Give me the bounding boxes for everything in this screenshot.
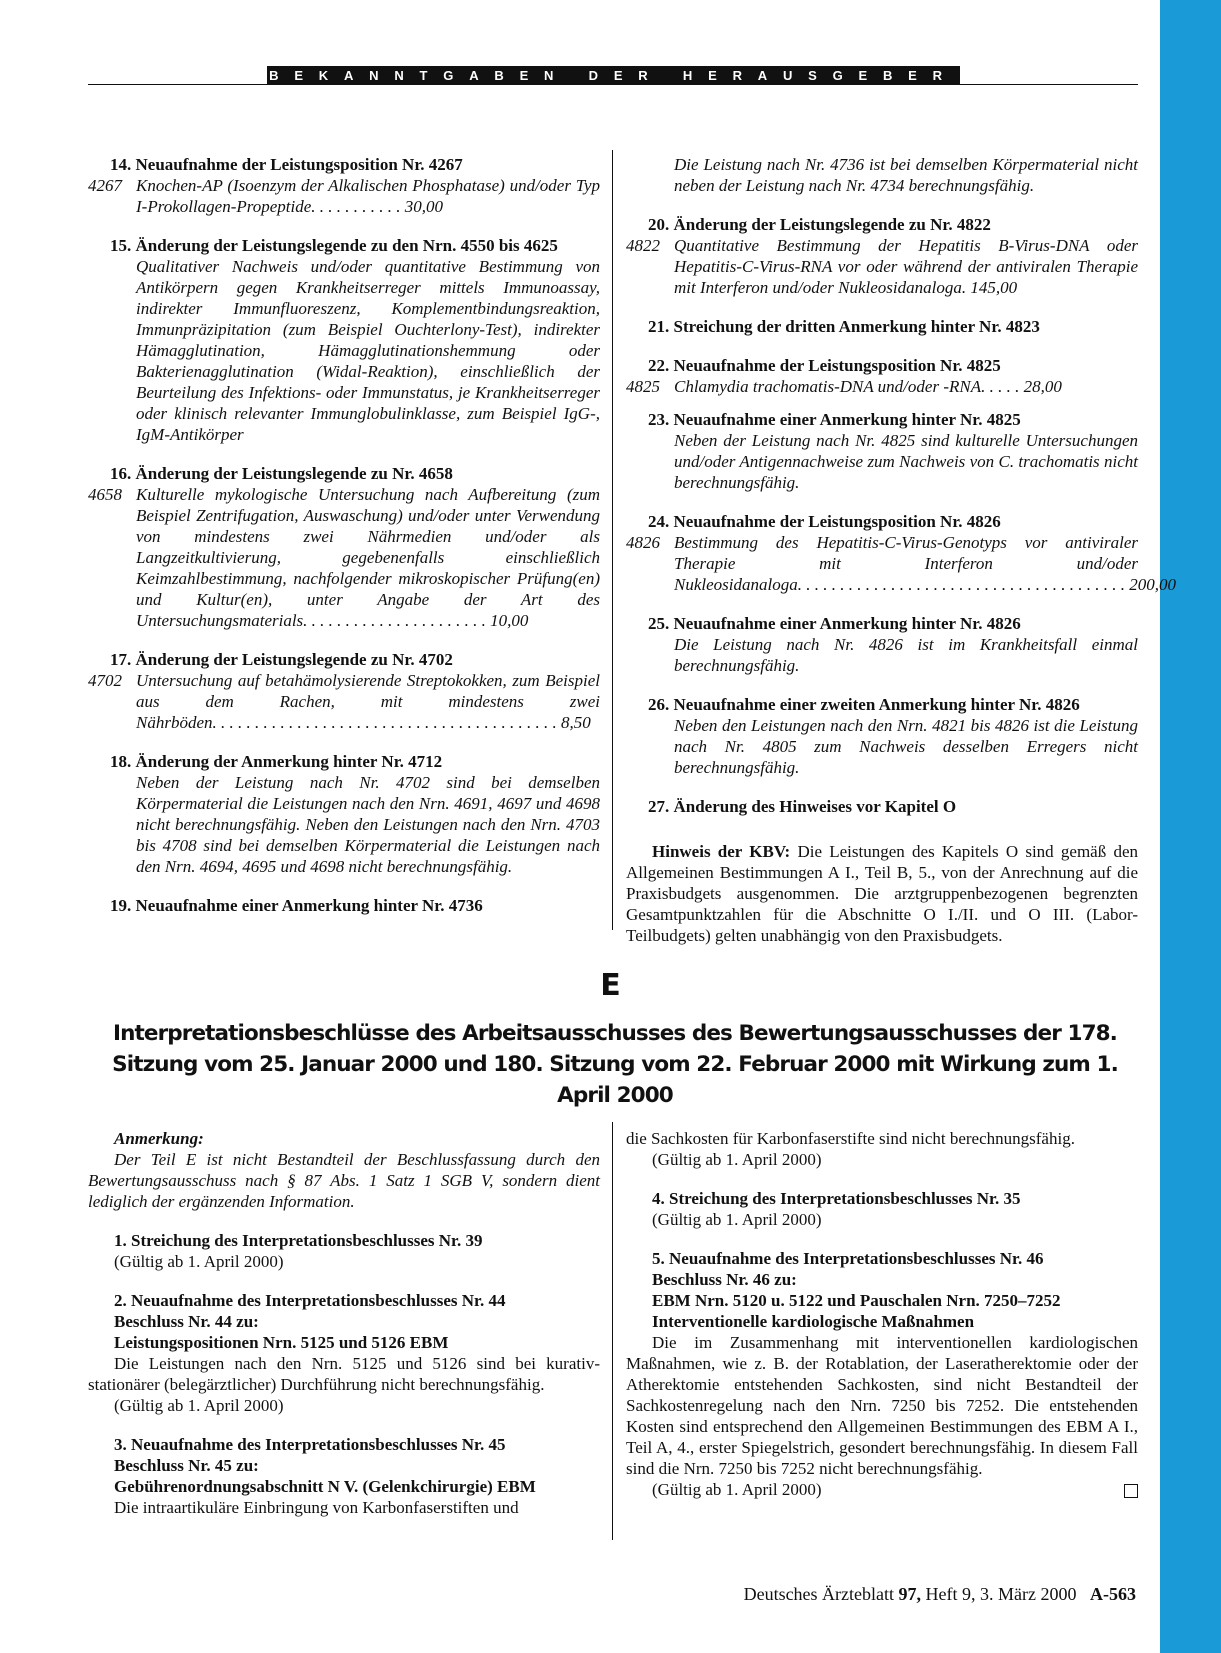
valid-from: (Gültig ab 1. April 2000) <box>652 1480 822 1499</box>
column-divider-top <box>612 150 613 930</box>
resolution-subheading: Gebührenordnungsabschnitt N V. (Gelenkchirurgie) EBM <box>114 1477 536 1496</box>
fee-text: Chlamydia trachomatis-DNA und/oder -RNA <box>674 377 982 396</box>
section-banner: BEKANNTGABEN DER HERAUSGEBER <box>267 66 960 85</box>
page-number: A-563 <box>1090 1584 1136 1604</box>
sidebar-color-bar <box>1160 0 1221 1653</box>
left-column-top <box>88 154 600 916</box>
left-column-bottom <box>88 1128 600 1518</box>
right-column-top <box>626 154 1176 946</box>
column-divider-bottom <box>612 1122 613 1540</box>
header-rule <box>88 84 1138 85</box>
section-heading: 26. Neuaufnahme einer zweiten Anmerkung hinter Nr. 4826 <box>648 695 1080 714</box>
section-heading: 14. Neuaufnahme der Leistungsposition Nr. 4267 <box>110 155 463 174</box>
fee-number: 4822 <box>626 236 660 255</box>
fee-text: Kulturelle mykologische Untersuchung nach Aufbereitung (zum Beispiel Zentrifugation, Auswaschung) und/oder unter Verwendung von mindestens zwei Nährmedien und/oder als Langzeitkultivierung, gegebenenfalls einschließlich Keimzahlbestimmung, nachfolgender mikroskopischer Prüfung(en) und Kultur(en), unter Angabe der Art des Untersuchungsmaterials <box>136 485 600 630</box>
section-letter: E <box>600 968 621 1003</box>
page-footer <box>744 1584 1136 1605</box>
kbv-notice <box>626 841 1138 946</box>
section-heading: 19. Neuaufnahme einer Anmerkung hinter Nr. 4736 <box>110 896 483 915</box>
note-label: Anmerkung: <box>114 1129 204 1148</box>
valid-from: (Gültig ab 1. April 2000) <box>652 1150 822 1169</box>
fee-price: . . . . . . . . . . . . . . . . . . . . . . . . . . . . . . . . . . . . . . . 200,00 <box>797 575 1176 594</box>
resolution-heading: 1. Streichung des Interpretationsbeschlusses Nr. 39 <box>114 1231 483 1250</box>
resolution-subheading: Beschluss Nr. 45 zu: <box>114 1456 259 1475</box>
fee-price: . . . . . . . . . . . . . . . . . . . . . . 10,00 <box>303 611 529 630</box>
journal-name: Deutsches Ärzteblatt <box>743 1584 895 1604</box>
fee-price: . . . . . 28,00 <box>981 377 1062 396</box>
resolution-subheading: Interventionelle kardiologische Maßnahmen <box>652 1312 975 1331</box>
annotation-text: Die Leistung nach Nr. 4736 ist bei demselben Körpermaterial nicht neben der Leistung nach Nr. 4734 berechnungsfähig. <box>674 155 1138 195</box>
valid-from: (Gültig ab 1. April 2000) <box>114 1252 284 1271</box>
section-heading: 18. Änderung der Anmerkung hinter Nr. 4712 <box>110 752 443 771</box>
resolution-text: Die intraartikuläre Einbringung von Karbonfaserstiften und <box>114 1498 519 1517</box>
section-heading: 21. Streichung der dritten Anmerkung hinter Nr. 4823 <box>648 317 1040 336</box>
section-heading: 24. Neuaufnahme der Leistungsposition Nr. 4826 <box>648 512 1001 531</box>
annotation-text: Die Leistung nach Nr. 4826 ist im Krankheitsfall einmal berechnungsfähig. <box>674 635 1138 675</box>
fee-number: 4267 <box>88 176 122 195</box>
fee-text: Quantitative Bestimmung der Hepatitis B-Virus-DNA oder Hepatitis-C-Virus-RNA vor oder während der antiviralen Therapie mit Interferon und/oder Nukleosidanaloga <box>674 236 1138 297</box>
resolution-text: die Sachkosten für Karbonfaserstifte sind nicht berechnungsfähig. <box>626 1129 1075 1148</box>
legend-text: Qualitativer Nachweis und/oder quantitative Bestimmung von Antikörpern gegen Krankheitserreger mittels Immunoassay, indirekter Immunfluoreszenz, Komplementbindungsreaktion, Immunpräzipitation (zum Beispiel Ouchterlony-Test), indirekter Hämagglutination, Hämagglutinationshemmung oder Bakterienagglutination (Widal-Reaktion), einschließlich der Beurteilung des Infektions- oder Immunstatus, je Krankheitserreger oder klinisch relevanter Immunglobulinklasse, zum Beispiel IgG-, IgM-Antikörper <box>136 257 600 444</box>
section-heading: 23. Neuaufnahme einer Anmerkung hinter Nr. 4825 <box>648 410 1021 429</box>
resolution-heading: 2. Neuaufnahme des Interpretationsbeschlusses Nr. 44 <box>114 1291 506 1310</box>
resolution-heading: 3. Neuaufnahme des Interpretationsbeschlusses Nr. 45 <box>114 1435 506 1454</box>
fee-item <box>626 376 1138 397</box>
fee-price: . . . . . . . . . . . . . . . . . . . . . . . . . . . . . . . . . . . . . . . . . 8,50 <box>212 713 591 732</box>
section-title: Interpretationsbeschlüsse des Arbeitsausschusses des Bewertungsausschusses der 178. Sitzung vom 25. Januar 2000 und 180. Sitzung vom 22. Februar 2000 mit Wirkung zum 1. April 2000 <box>112 1021 1118 1108</box>
right-column-bottom <box>626 1128 1138 1500</box>
fee-item <box>88 670 600 733</box>
fee-number: 4702 <box>88 671 122 690</box>
fee-text: Knochen-AP (Isoenzym der Alkalischen Phosphatase) und/oder Typ I-Prokollagen-Propeptide <box>136 176 600 216</box>
valid-from: (Gültig ab 1. April 2000) <box>114 1396 284 1415</box>
fee-number: 4825 <box>626 377 660 396</box>
valid-from-row <box>626 1479 1138 1500</box>
fee-text: Bestimmung des Hepatitis-C-Virus-Genotyps vor antiviraler Therapie mit Interferon und/oder Nukleosidanaloga <box>674 533 1138 594</box>
fee-price: . 145,00 <box>961 278 1018 297</box>
resolution-subheading: Beschluss Nr. 46 zu: <box>652 1270 797 1289</box>
section-heading: 25. Neuaufnahme einer Anmerkung hinter Nr. 4826 <box>648 614 1021 633</box>
fee-item <box>626 532 1176 595</box>
section-heading: 27. Änderung des Hinweises vor Kapitel O <box>648 797 957 816</box>
fee-price: . . . . . . . . . . . 30,00 <box>311 197 444 216</box>
fee-number: 4826 <box>626 533 660 552</box>
end-mark-icon <box>1124 1484 1138 1498</box>
note-text: Der Teil E ist nicht Bestandteil der Beschlussfassung durch den Bewertungsausschuss nach § 87 Abs. 1 Satz 1 SGB V, sondern dient lediglich der ergänzenden Information. <box>88 1150 600 1211</box>
fee-text: Untersuchung auf betahämolysierende Streptokokken, zum Beispiel aus dem Rachen, mit mindestens zwei Nährböden <box>136 671 600 732</box>
fee-item <box>88 484 600 631</box>
section-heading: 22. Neuaufnahme der Leistungsposition Nr. 4825 <box>648 356 1001 375</box>
resolution-subheading: Leistungspositionen Nrn. 5125 und 5126 EBM <box>114 1333 449 1352</box>
resolution-heading: 4. Streichung des Interpretationsbeschlusses Nr. 35 <box>652 1189 1021 1208</box>
resolution-subheading: Beschluss Nr. 44 zu: <box>114 1312 259 1331</box>
kbv-notice-text: Die Leistungen des Kapitels O sind gemäß den Allgemeinen Bestimmungen A I., Teil B, 5., von der Anrechnung auf die Praxisbudgets ausgenommen. Die arztgruppenbezogenen begrenzten Gesamtpunktzahlen für die Abschnitte O I./II. und O III. (Labor-Teilbudgets) gelten unabhängig von den Praxisbudgets. <box>626 842 1139 945</box>
kbv-notice-label: Hinweis der KBV: <box>652 842 791 861</box>
resolution-text: Die im Zusammenhang mit interventionellen kardiologischen Maßnahmen, wie z. B. der Rotablation, der Laseratherektomie oder der Atherektomie entstehenden Sachkosten, sind nicht Bestandteil der Sachkostenregelung nach den Nrn. 7250 bis 7252. Die entstehenden Kosten sind entsprechend den Allgemeinen Bestimmungen des EBM A I., Teil A, 4., erster Spiegelstrich, gesondert berechnungsfähig. In diesem Fall sind die Nrn. 7250 bis 7252 nicht berechnungsfähig. <box>626 1333 1138 1478</box>
section-heading: 20. Änderung der Leistungslegende zu Nr. 4822 <box>648 215 991 234</box>
section-heading: 15. Änderung der Leistungslegende zu den Nrn. 4550 bis 4625 <box>110 236 558 255</box>
section-heading: 17. Änderung der Leistungslegende zu Nr. 4702 <box>110 650 453 669</box>
resolution-text: Die Leistungen nach den Nrn. 5125 und 5126 sind bei kurativ-stationärer (belegärztlicher) Durchführung nicht berechnungsfähig. <box>88 1354 600 1394</box>
valid-from: (Gültig ab 1. April 2000) <box>652 1210 822 1229</box>
annotation-text: Neben der Leistung nach Nr. 4702 sind bei demselben Körpermaterial die Leistungen nach den Nrn. 4691, 4697 und 4698 nicht berechnungsfähig. Neben den Leistungen nach den Nrn. 4703 bis 4708 sind bei demselben Körpermaterial die Leistungen nach den Nrn. 4694, 4695 und 4698 nicht berechnungsfähig. <box>136 773 600 876</box>
fee-item <box>626 235 1138 298</box>
fee-item <box>88 175 600 217</box>
annotation-text: Neben den Leistungen nach den Nrn. 4821 bis 4826 ist die Leistung nach Nr. 4805 zum Nachweis desselben Erregers nicht berechnungsfähig. <box>674 716 1138 777</box>
annotation-text: Neben der Leistung nach Nr. 4825 sind kulturelle Untersuchungen und/oder Antigennachweise zum Nachweis von C. trachomatis nicht berechnungsfähig. <box>674 431 1138 492</box>
journal-issue: Heft 9, 3. März 2000 <box>925 1584 1077 1604</box>
resolution-subheading: EBM Nrn. 5120 u. 5122 und Pauschalen Nrn. 7250–7252 <box>652 1291 1061 1310</box>
fee-number: 4658 <box>88 485 122 504</box>
resolution-heading: 5. Neuaufnahme des Interpretationsbeschlusses Nr. 46 <box>652 1249 1044 1268</box>
journal-volume: 97, <box>898 1584 922 1604</box>
section-heading: 16. Änderung der Leistungslegende zu Nr. 4658 <box>110 464 453 483</box>
